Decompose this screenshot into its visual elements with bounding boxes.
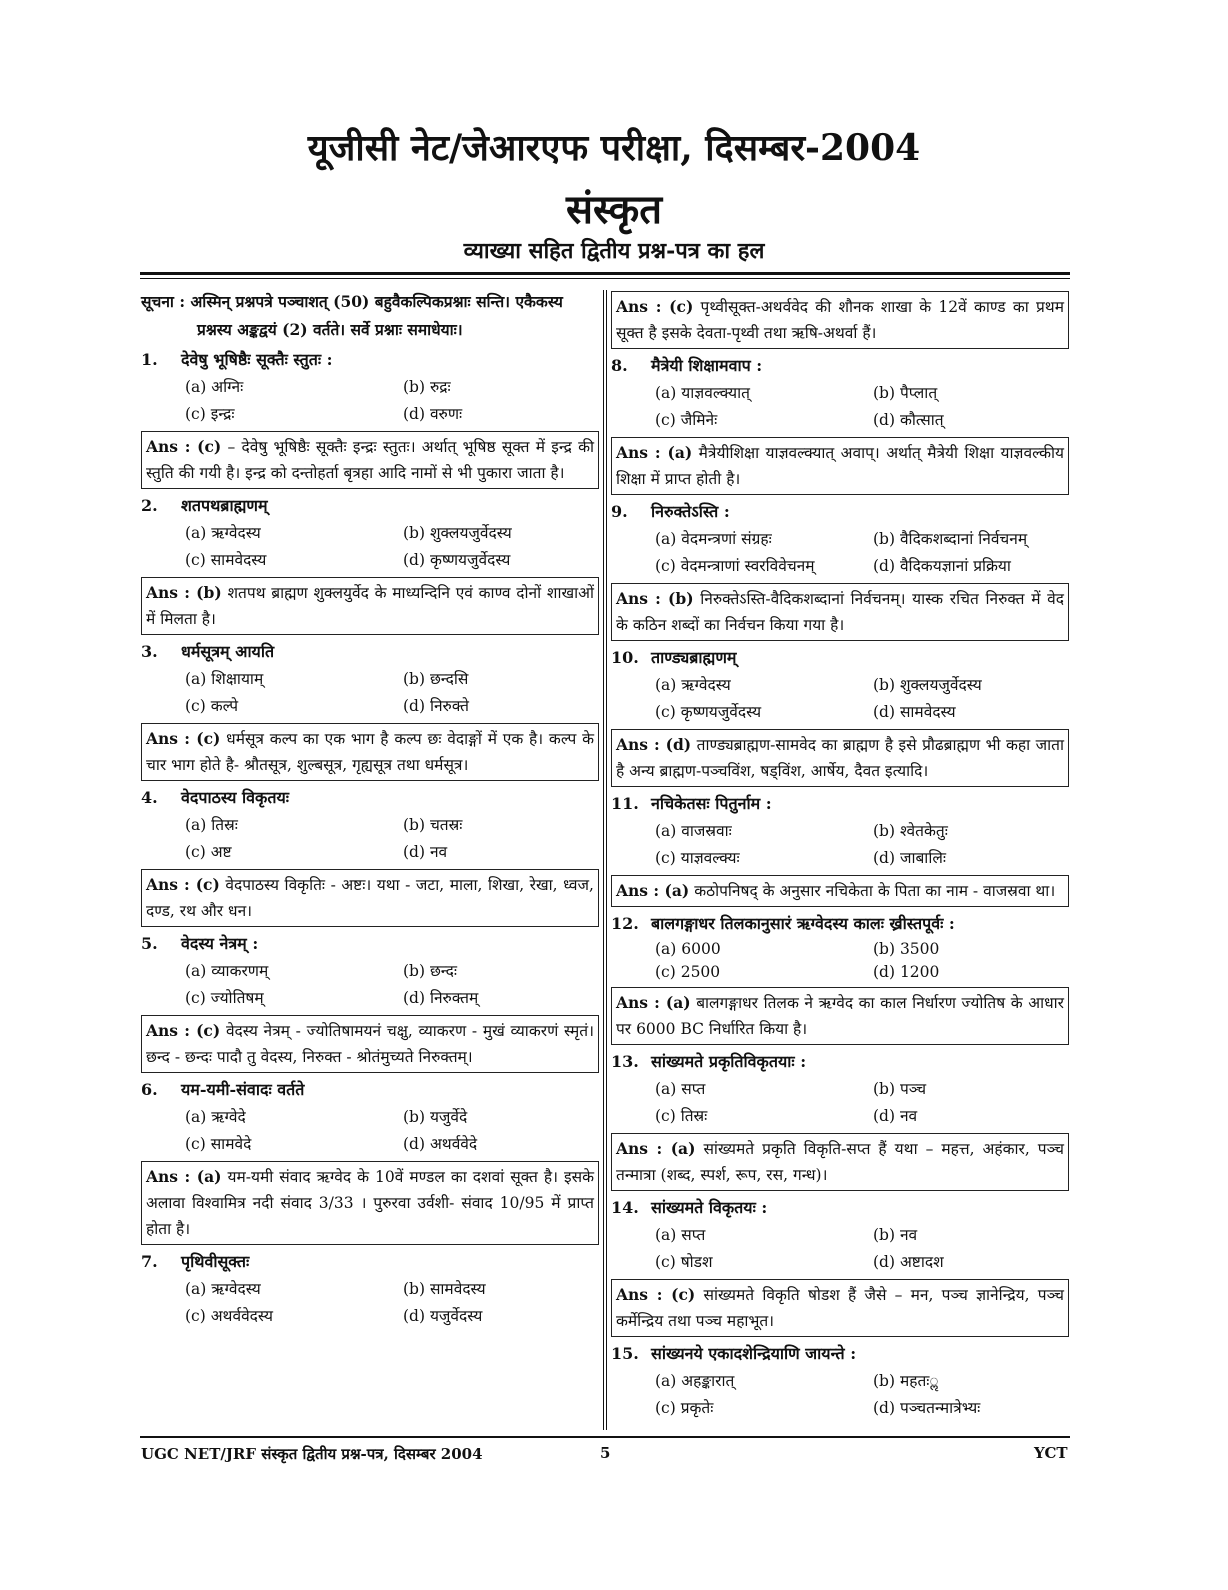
question-stem — [141, 492, 599, 520]
question-item — [611, 1048, 1069, 1191]
question-stem — [611, 1048, 1069, 1076]
answer-option: (b) शुक्लयजुर्वेदस्य — [873, 676, 982, 694]
options-grid — [611, 526, 1069, 580]
answer-text: सांख्यमते विकृति षोडश हैं जैसे – मन, पञ्च ज्ञानेन्द्रिय, पञ्च कर्मेन्द्रिय तथा पञ्च महाभूत। — [616, 1286, 1064, 1330]
answer-option: (a) ऋग्वेदस्य — [185, 1280, 261, 1298]
answer-option: (b) छन्दसि — [403, 670, 469, 688]
answer-box — [611, 291, 1069, 349]
answer-label: Ans : (a) — [146, 1167, 222, 1186]
options-grid — [141, 812, 599, 866]
answer-text: पृथ्वीसूक्त-अथर्ववेद की शौनक शाखा के 12वें काण्ड का प्रथम सूक्त है इसके देवता-पृथ्वी तथा ऋषि-अथर्वा हैं। — [616, 298, 1064, 342]
question-item — [611, 352, 1069, 495]
answer-box — [611, 1279, 1069, 1337]
right-question-list — [611, 352, 1069, 1422]
answer-option: (d) अष्टादश — [873, 1253, 944, 1271]
answer-box — [141, 869, 599, 927]
answer-option: (a) 6000 — [655, 940, 721, 958]
footer-rule — [140, 1436, 1070, 1438]
answer-text: कठोपनिषद् के अनुसार नचिकेता के पिता का नाम - वाजस्रवा था। — [694, 882, 1056, 900]
answer-option: (b) नव — [873, 1226, 918, 1244]
answer-option: (d) यजुर्वेदस्य — [403, 1307, 483, 1325]
page-number: 5 — [600, 1444, 611, 1462]
answer-label: Ans : (c) — [616, 1285, 696, 1304]
question-text: देवेषु भूषिष्ठैः सूक्तैः स्तुतः : — [181, 350, 333, 369]
answer-text: सांख्यमते प्रकृति विकृति-सप्त हैं यथा – महत्त, अहंकार, पञ्च तन्मात्रा (शब्द, स्पर्श, रूप, रस, गन्ध)। — [616, 1140, 1064, 1184]
answer-box — [611, 987, 1069, 1045]
question-text: मैत्रेयी शिक्षामवाप : — [651, 356, 763, 375]
answer-option: (b) महतःॢ — [873, 1372, 939, 1390]
answer-option: (c) सामवेदे — [185, 1135, 252, 1153]
answer-option: (c) प्रकृतेः — [655, 1399, 714, 1417]
answer-option: (a) शिक्षायाम् — [185, 670, 264, 688]
options-grid — [141, 958, 599, 1012]
question-number: 2. — [141, 496, 158, 515]
options-grid — [141, 520, 599, 574]
question-text: वेदपाठस्य विकृतयः — [181, 788, 289, 807]
answer-option: (a) सप्त — [655, 1226, 706, 1244]
answer-option: (c) याज्ञवल्क्यः — [655, 849, 740, 867]
answer-text: ताण्ड्यब्राह्मण-सामवेद का ब्राह्मण है इसे प्रौढब्राह्मण भी कहा जाता है अन्य ब्राह्मण-पञ्चविंश, षड्विंश, आर्षेय, दैवत इत्यादि। — [616, 736, 1064, 780]
question-text: सांख्यनये एकादशेन्द्रियाणि जायन्ते : — [651, 1344, 857, 1363]
options-grid — [141, 1276, 599, 1330]
notice-label: सूचना : — [141, 292, 186, 311]
question-number: 7. — [141, 1252, 158, 1271]
answer-option: (d) अथर्ववेदे — [403, 1135, 478, 1153]
answer-text: शतपथ ब्राह्मण शुक्लयुर्वेद के माध्यन्दिनि एवं काण्व दोनों शाखाओं में मिलता है। — [146, 584, 594, 628]
answer-option: (c) वेदमन्त्राणां स्वरविवेचनम् — [655, 557, 815, 575]
question-stem — [611, 1194, 1069, 1222]
question-stem — [141, 1076, 599, 1104]
question-item — [611, 1194, 1069, 1337]
question-number: 3. — [141, 642, 158, 661]
answer-option: (a) सप्त — [655, 1080, 706, 1098]
question-text: पृथिवीसूक्तः — [181, 1252, 250, 1271]
left-column — [141, 288, 599, 1330]
answer-option: (d) पञ्चतन्मात्रेभ्यः — [873, 1399, 981, 1417]
options-grid — [611, 938, 1069, 984]
answer-option: (b) 3500 — [873, 940, 940, 958]
answer-option: (d) नव — [873, 1107, 918, 1125]
answer-option: (a) तिस्रः — [185, 816, 238, 834]
answer-text: निरुक्तेऽस्ति-वैदिकशब्दानां निर्वचनम्। यास्क रचित निरुक्त में वेद के कठिन शब्दों का निर्वचन किया गया है। — [616, 590, 1064, 634]
answer-label: Ans : (c) — [146, 1021, 221, 1040]
options-grid — [611, 818, 1069, 872]
answer-label: Ans : (d) — [616, 735, 692, 754]
question-stem — [141, 784, 599, 812]
answer-option: (a) व्याकरणम् — [185, 962, 269, 980]
answer-option: (a) ऋग्वेदे — [185, 1108, 246, 1126]
options-grid — [611, 1076, 1069, 1130]
options-grid — [141, 1104, 599, 1158]
question-number: 5. — [141, 934, 158, 953]
answer-label: Ans : (c) — [146, 875, 220, 894]
question-item — [611, 1340, 1069, 1422]
answer-box — [141, 723, 599, 781]
question-item — [141, 784, 599, 927]
answer-label: Ans : (b) — [146, 583, 222, 602]
question-item — [611, 644, 1069, 787]
question-text: सांख्यमते विकृतयः : — [651, 1198, 768, 1217]
header-rule-thin — [140, 278, 1070, 279]
question-number: 6. — [141, 1080, 158, 1099]
question-item — [141, 1248, 599, 1330]
question-stem — [611, 1340, 1069, 1368]
question-stem — [141, 346, 599, 374]
question-item — [141, 492, 599, 635]
answer-text: वेदस्य नेत्रम् - ज्योतिषामयनं चक्षु, व्याकरण - मुखं व्याकरणं स्मृतं। छन्द - छन्दः पादौ तु वेदस्य, निरुक्त - श्रोतंमुच्यते निरुक्तम्। — [146, 1022, 594, 1066]
answer-option: (a) अहङ्कारात् — [655, 1372, 735, 1390]
question-item — [141, 638, 599, 781]
answer-option: (a) ऋग्वेदस्य — [185, 524, 261, 542]
answer-option: (b) रुद्रः — [403, 378, 451, 396]
answer-option: (b) पैप्लात् — [873, 384, 938, 402]
answer-text: यम-यमी संवाद ऋग्वेद के 10वें मण्डल का दशवां सूक्त है। इसके अलावा विश्वामित्र नदी संवाद 3/33 । पुरुरवा उर्वशी- संवाद 10/95 में प्राप्त होता है। — [146, 1168, 594, 1238]
question-item — [141, 1076, 599, 1245]
question-stem — [611, 498, 1069, 526]
answer-label: Ans : (a) — [616, 881, 690, 900]
answer-option: (c) अष्ट — [185, 843, 232, 861]
answer-option: (b) शुक्लयजुर्वेदस्य — [403, 524, 512, 542]
answer-option: (b) चतस्रः — [403, 816, 463, 834]
answer-option: (b) श्वेतकेतुः — [873, 822, 948, 840]
right-column — [611, 288, 1069, 1422]
answer-label: Ans : (c) — [146, 437, 222, 456]
answer-option: (d) कौत्सात् — [873, 411, 944, 429]
page-title: यूजीसी नेट/जेआरएफ परीक्षा, दिसम्बर-2004 — [307, 127, 921, 169]
question-item — [141, 930, 599, 1073]
answer-option: (c) इन्द्रः — [185, 405, 235, 423]
answer-label: Ans : (c) — [146, 729, 221, 748]
question-number: 11. — [611, 794, 639, 813]
answer-box — [611, 875, 1069, 907]
question-number: 8. — [611, 356, 628, 375]
answer-option: (b) पञ्च — [873, 1080, 927, 1098]
question-stem — [141, 930, 599, 958]
question-number: 1. — [141, 350, 158, 369]
answer-option: (d) वरुणः — [403, 405, 463, 423]
answer-box — [141, 577, 599, 635]
question-number: 14. — [611, 1198, 639, 1217]
answer-option: (c) कृष्णयजुर्वेदस्य — [655, 703, 762, 721]
answer-option: (d) सामवेदस्य — [873, 703, 956, 721]
question-text: वेदस्य नेत्रम् : — [181, 934, 259, 953]
header-rule-thick — [140, 272, 1070, 275]
question-number: 4. — [141, 788, 158, 807]
page-subtitle: व्याख्या सहित द्वितीय प्रश्न-पत्र का हल — [463, 238, 765, 264]
question-number: 13. — [611, 1052, 639, 1071]
answer-label: Ans : (a) — [616, 993, 691, 1012]
answer-option: (b) छन्दः — [403, 962, 457, 980]
answer-option: (b) वैदिकशब्दानां निर्वचनम् — [873, 530, 1028, 548]
question-number: 9. — [611, 502, 628, 521]
answer-text: – देवेषु भूषिष्ठैः सूक्तैः इन्द्रः स्तुतः। अर्थात् भूषिष्ठ सूक्त में इन्द्र की स्तुति की गयी है। इन्द्र को दन्तोहर्ता बृत्रहा आदि नामों से भी पुकारा जाता है। — [146, 438, 594, 482]
answer-box — [611, 1133, 1069, 1191]
answer-option: (c) तिस्रः — [655, 1107, 708, 1125]
answer-option: (d) निरुक्ते — [403, 697, 469, 715]
answer-text: मैत्रेयीशिक्षा याज्ञवल्क्यात् अवाप्। अर्थात् मैत्रेयी शिक्षा याज्ञवल्कीय शिक्षा में प्राप्त होती है। — [616, 444, 1064, 488]
options-grid — [141, 666, 599, 720]
footer-title: UGC NET/JRF संस्कृत द्वितीय प्रश्न-पत्र, दिसम्बर 2004 — [141, 1445, 483, 1463]
answer-box — [141, 1161, 599, 1245]
answer-label: Ans : (a) — [616, 443, 693, 462]
answer-text: बालगङ्गाधर तिलक ने ऋग्वेद का काल निर्धारण ज्योतिष के आधार पर 6000 BC निर्धारित किया है। — [616, 994, 1064, 1038]
publisher-mark: YCT — [1034, 1444, 1068, 1462]
question-item — [141, 346, 599, 489]
column-divider — [603, 290, 604, 1430]
options-grid — [611, 1368, 1069, 1422]
question-item — [611, 498, 1069, 641]
answer-option: (a) वाजस्रवाः — [655, 822, 732, 840]
answer-box — [611, 437, 1069, 495]
answer-option: (c) 2500 — [655, 963, 721, 981]
answer-box — [141, 1015, 599, 1073]
answer-option: (a) याज्ञवल्क्यात् — [655, 384, 750, 402]
question-number: 12. — [611, 914, 639, 933]
notice-text: अस्मिन् प्रश्नपत्रे पञ्चाशत् (50) बहुवैकल्पिकप्रश्नाः सन्ति। एकैकस्य प्रश्नस्य अङ्कद्वयं (2) वर्तते। सर्वे प्रश्नाः समाधेयाः। — [190, 292, 563, 339]
answer-option: (c) षोडश — [655, 1253, 713, 1271]
answer-label: Ans : (c) — [616, 297, 694, 316]
answer-option: (c) कल्पे — [185, 697, 239, 715]
question-item — [611, 790, 1069, 907]
answer-box — [611, 729, 1069, 787]
answer-label: Ans : (b) — [616, 589, 694, 608]
question-text: बालगङ्गाधर तिलकानुसारं ऋग्वेदस्य कालः ख्रीस्तपूर्वः : — [651, 914, 955, 933]
answer-option: (d) जाबालिः — [873, 849, 946, 867]
options-grid — [611, 380, 1069, 434]
question-text: शतपथब्राह्मणम् — [181, 496, 268, 515]
answer-option: (a) वेदमन्त्रणां संग्रहः — [655, 530, 772, 548]
question-stem — [141, 1248, 599, 1276]
question-item — [611, 910, 1069, 1045]
question-text: निरुक्तेऽस्ति : — [651, 502, 730, 521]
answer-option: (d) कृष्णयजुर्वेदस्य — [403, 551, 511, 569]
answer-option: (c) ज्योतिषम् — [185, 989, 264, 1007]
answer-box — [611, 583, 1069, 641]
answer-option: (d) वैदिकयज्ञानां प्रक्रिया — [873, 557, 1011, 575]
answer-option: (b) सामवेदस्य — [403, 1280, 486, 1298]
options-grid — [611, 1222, 1069, 1276]
answer-box — [141, 431, 599, 489]
question-stem — [611, 644, 1069, 672]
question-text: सांख्यमते प्रकृतिविकृतयाः : — [651, 1052, 807, 1071]
answer-option: (a) अग्निः — [185, 378, 244, 396]
answer-text: धर्मसूत्र कल्प का एक भाग है कल्प छः वेदाङ्गों में एक है। कल्प के चार भाग होते है- श्रौतसूत्र, शुल्बसूत्र, गृह्यसूत्र तथा धर्मसूत्र। — [146, 730, 594, 774]
answer-text: वेदपाठस्य विकृतिः - अष्टः। यथा - जटा, माला, शिखा, रेखा, ध्वज, दण्ड, रथ और धन। — [146, 876, 594, 920]
answer-label: Ans : (a) — [616, 1139, 696, 1158]
question-stem — [611, 352, 1069, 380]
answer-option: (d) निरुक्तम् — [403, 989, 479, 1007]
question-text: नचिकेतसः पितुर्नाम : — [651, 794, 772, 813]
answer-option: (d) नव — [403, 843, 448, 861]
question-number: 10. — [611, 648, 639, 667]
question-stem — [611, 910, 1069, 938]
answer-option: (a) ऋग्वेदस्य — [655, 676, 731, 694]
question-stem — [611, 790, 1069, 818]
question-number: 15. — [611, 1344, 639, 1363]
answer-option: (d) 1200 — [873, 963, 940, 981]
instructions-notice — [141, 288, 599, 344]
question-stem — [141, 638, 599, 666]
answer-option: (b) यजुर्वेदे — [403, 1108, 468, 1126]
question-text: धर्मसूत्रम् आयति — [181, 642, 275, 661]
left-question-list — [141, 346, 599, 1330]
options-grid — [611, 672, 1069, 726]
answer-option: (c) जैमिनेः — [655, 411, 718, 429]
answer-option: (c) अथर्ववेदस्य — [185, 1307, 273, 1325]
question-text: यम-यमी-संवादः वर्तते — [181, 1080, 305, 1099]
answer-option: (c) सामवेदस्य — [185, 551, 267, 569]
options-grid — [141, 374, 599, 428]
question-text: ताण्ड्यब्राह्मणम् — [651, 648, 737, 667]
column-divider-inner — [606, 290, 607, 1430]
subject-heading: संस्कृत — [565, 186, 663, 233]
